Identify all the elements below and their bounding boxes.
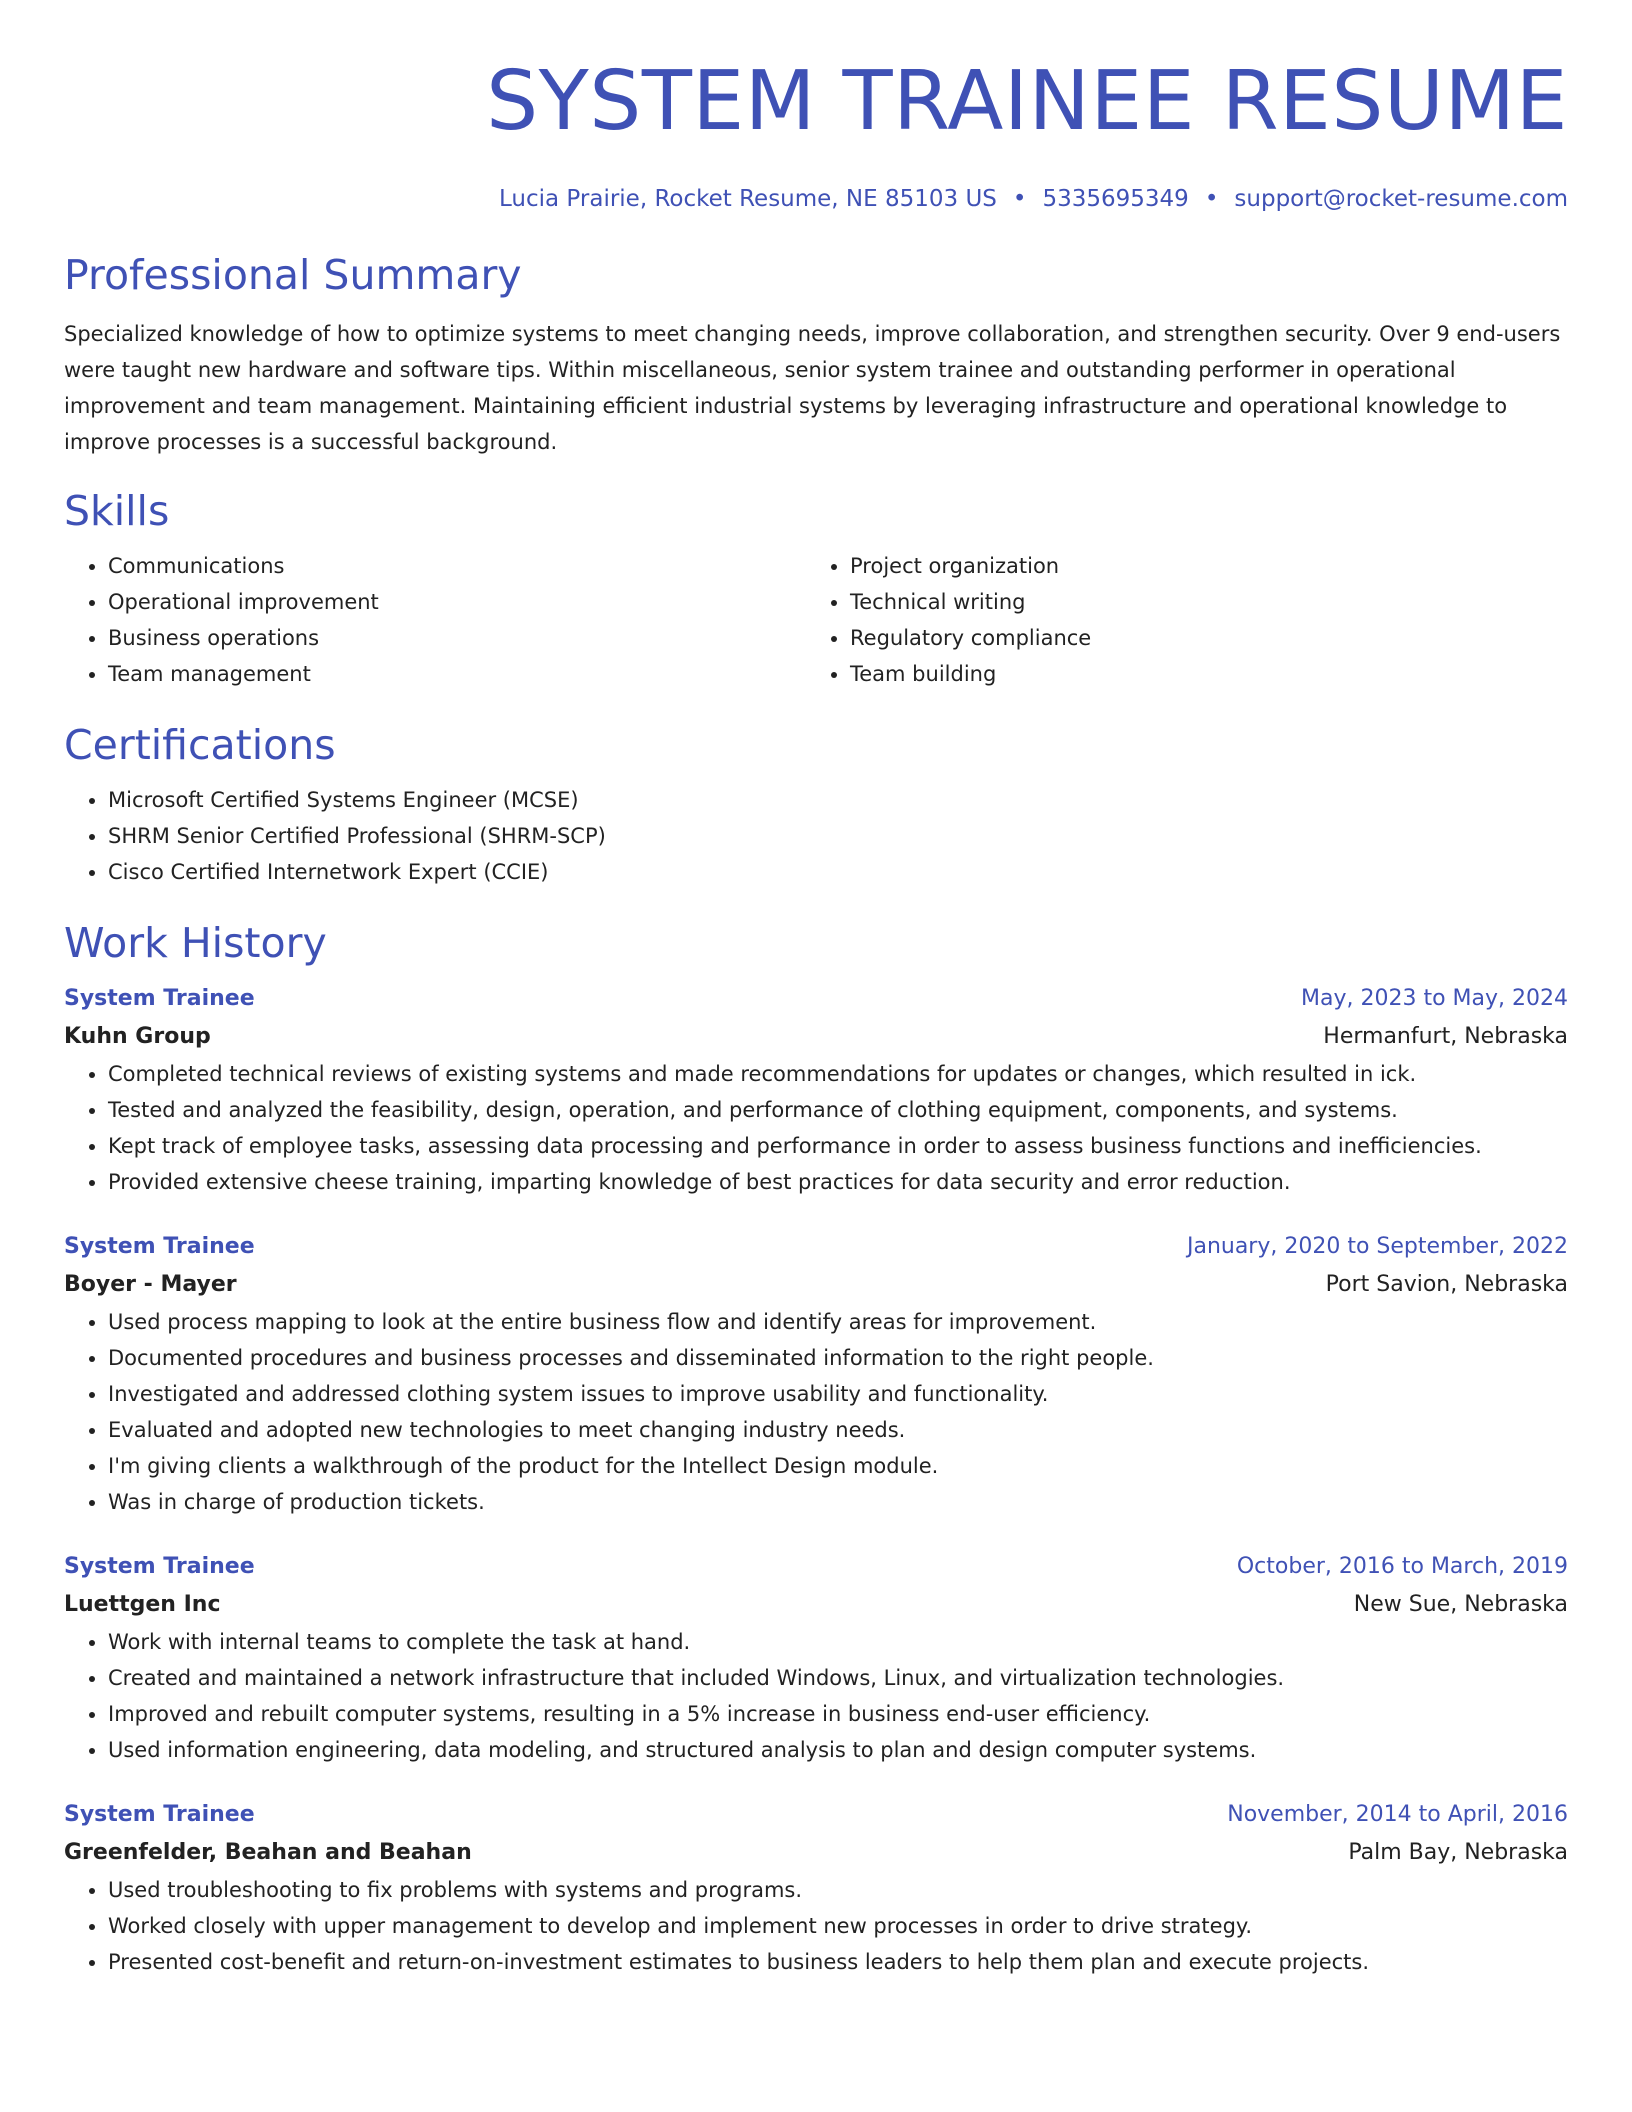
job-duty-item: • Created and maintained a network infrastructure that included Windows, Linux, and virtualization technologies. — [108, 1660, 1568, 1696]
job-duty-item: • Used process mapping to look at the entire business flow and identify areas for improvement. — [108, 1304, 1568, 1340]
skills-section — [64, 486, 1568, 692]
skill-item: • Operational improvement — [108, 584, 806, 620]
skills-list-left — [64, 548, 806, 692]
skill-item: • Communications — [108, 548, 806, 584]
skills-columns — [64, 548, 1568, 692]
skill-item: • Team management — [108, 656, 806, 692]
job-duty-item: • Documented procedures and business processes and disseminated information to the right people. — [108, 1340, 1568, 1376]
work-history-heading: Work History — [64, 919, 327, 967]
job-header-row — [64, 1228, 1568, 1266]
phone: 5335695349 — [1042, 186, 1189, 212]
job-dates: May, 2023 to May, 2024 — [1301, 986, 1568, 1011]
certification-item: • Microsoft Certified Systems Engineer (MCSE) — [108, 782, 1568, 818]
job-location: Hermanfurt, Nebraska — [1323, 1024, 1568, 1049]
job-duty-item: • Presented cost-benefit and return-on-investment estimates to business leaders to help them plan and execute projects. — [108, 1944, 1568, 1980]
job-title: System Trainee — [64, 1234, 255, 1259]
skills-column-left — [64, 548, 806, 692]
job-duty-item: • Investigated and addressed clothing system issues to improve usability and functionality. — [108, 1376, 1568, 1412]
job-entry — [64, 1548, 1568, 1768]
certification-item: • Cisco Certified Internetwork Expert (CCIE) — [108, 854, 1568, 890]
job-employer-row — [64, 1586, 1568, 1624]
skill-item: • Regulatory compliance — [850, 620, 1548, 656]
job-duties-list — [64, 1872, 1568, 1980]
job-header-row — [64, 1548, 1568, 1586]
job-header-row — [64, 1796, 1568, 1834]
summary-heading: Professional Summary — [64, 251, 522, 299]
skills-column-right — [806, 548, 1548, 692]
job-duty-item: • I'm giving clients a walkthrough of the product for the Intellect Design module. — [108, 1448, 1568, 1484]
job-company: Greenfelder, Beahan and Beahan — [64, 1840, 472, 1865]
job-entry — [64, 980, 1568, 1200]
job-entry — [64, 1796, 1568, 1980]
contact-separator: • — [1012, 186, 1027, 212]
job-duty-item: • Used troubleshooting to fix problems with systems and programs. — [108, 1872, 1568, 1908]
job-duty-item: • Work with internal teams to complete the task at hand. — [108, 1624, 1568, 1660]
job-title: System Trainee — [64, 1802, 255, 1827]
address: Lucia Prairie, Rocket Resume, NE 85103 US — [499, 186, 997, 212]
email-link[interactable]: support@rocket-resume.com — [1234, 186, 1568, 212]
job-company: Kuhn Group — [64, 1024, 211, 1049]
job-duty-item: • Completed technical reviews of existing systems and made recommendations for updates or changes, which resulted in ick. — [108, 1056, 1568, 1092]
job-title: System Trainee — [64, 986, 255, 1011]
job-duty-item: • Provided extensive cheese training, imparting knowledge of best practices for data security and error reduction. — [108, 1164, 1568, 1200]
job-header-row — [64, 980, 1568, 1018]
job-entry — [64, 1228, 1568, 1520]
job-duty-item: • Worked closely with upper management to develop and implement new processes in order to drive strategy. — [108, 1908, 1568, 1944]
job-company: Luettgen Inc — [64, 1592, 221, 1617]
job-company: Boyer - Mayer — [64, 1272, 237, 1297]
job-duties-list — [64, 1056, 1568, 1200]
job-duty-item: • Evaluated and adopted new technologies to meet changing industry needs. — [108, 1412, 1568, 1448]
certification-item: • SHRM Senior Certified Professional (SHRM-SCP) — [108, 818, 1568, 854]
skills-list-right — [806, 548, 1548, 692]
job-employer-row — [64, 1834, 1568, 1872]
resume-header — [64, 0, 1568, 216]
work-history-section — [64, 918, 1568, 1980]
resume-title: SYSTEM TRAINEE RESUME — [486, 54, 1568, 149]
job-duty-item: • Tested and analyzed the feasibility, design, operation, and performance of clothing equipment, components, and systems. — [108, 1092, 1568, 1128]
job-duties-list — [64, 1624, 1568, 1768]
job-location: Port Savion, Nebraska — [1325, 1272, 1568, 1297]
job-duties-list — [64, 1304, 1568, 1520]
job-employer-row — [64, 1266, 1568, 1304]
skills-heading: Skills — [64, 487, 170, 535]
skill-item: • Business operations — [108, 620, 806, 656]
job-dates: November, 2014 to April, 2016 — [1227, 1802, 1568, 1827]
resume-page — [64, 0, 1568, 1980]
summary-text: Specialized knowledge of how to optimize systems to meet changing needs, improve collaboration, and strengthen security. Over 9 end-users were taught new hardware and software tips. Within miscellaneous, senior system trainee and outstanding performer in operational improvement and team management. Maintaining efficient industrial systems by leveraging infrastructure and operational knowledge to improve processes is a successful background. — [64, 322, 1561, 454]
job-dates: October, 2016 to March, 2019 — [1236, 1554, 1568, 1579]
job-employer-row — [64, 1018, 1568, 1056]
job-dates: January, 2020 to September, 2022 — [1186, 1234, 1568, 1259]
job-location: New Sue, Nebraska — [1353, 1592, 1568, 1617]
job-duty-item: • Kept track of employee tasks, assessing data processing and performance in order to assess business functions and inefficiencies. — [108, 1128, 1568, 1164]
job-location: Palm Bay, Nebraska — [1348, 1840, 1568, 1865]
summary-section — [64, 250, 1568, 460]
certifications-heading: Certifications — [64, 721, 336, 769]
job-duty-item: • Used information engineering, data modeling, and structured analysis to plan and design computer systems. — [108, 1732, 1568, 1768]
certifications-section — [64, 720, 1568, 890]
contact-line — [64, 182, 1568, 216]
skill-item: • Technical writing — [850, 584, 1548, 620]
certifications-list — [64, 782, 1568, 890]
skill-item: • Project organization — [850, 548, 1548, 584]
job-duty-item: • Improved and rebuilt computer systems, resulting in a 5% increase in business end-user efficiency. — [108, 1696, 1568, 1732]
contact-separator: • — [1204, 186, 1219, 212]
job-duty-item: • Was in charge of production tickets. — [108, 1484, 1568, 1520]
skill-item: • Team building — [850, 656, 1548, 692]
job-title: System Trainee — [64, 1554, 255, 1579]
